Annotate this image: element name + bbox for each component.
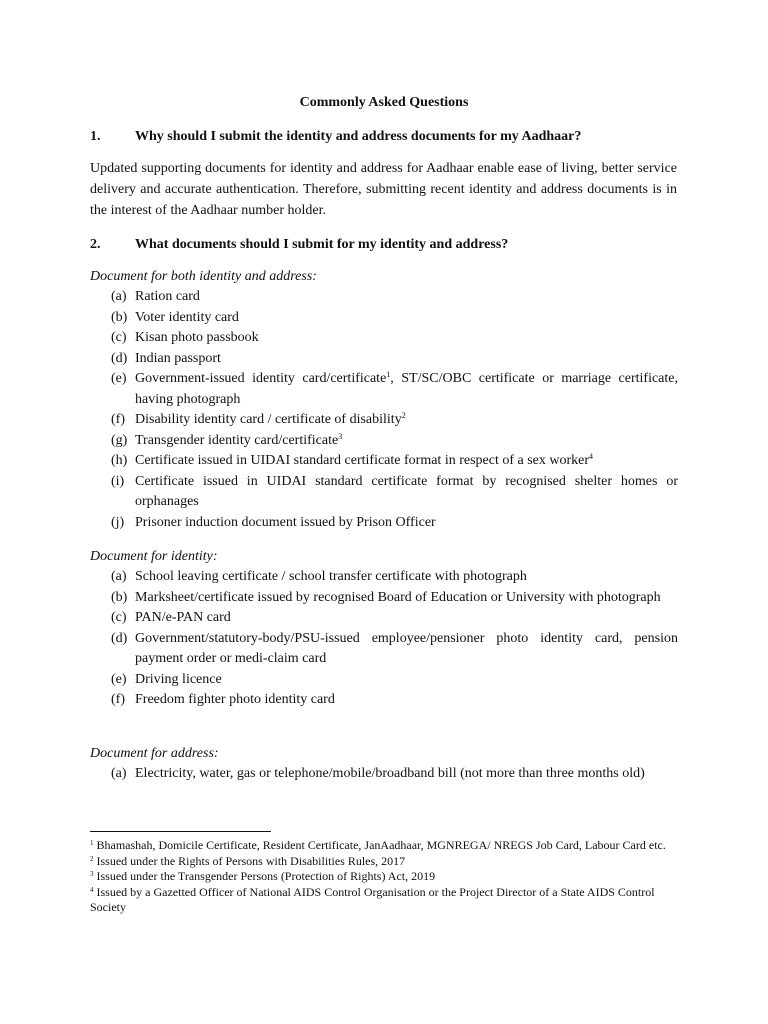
item-text-main: Transgender identity card/certificate	[135, 432, 339, 448]
footnote-text: Issued under the Rights of Persons with Disabilities Rules, 2017	[96, 853, 406, 868]
list-identity	[90, 567, 678, 711]
footnote-divider	[90, 831, 271, 832]
footnote-mark: 1	[90, 839, 94, 847]
item-text-main: Disability identity card / certificate of disability	[135, 412, 402, 427]
list-item	[90, 670, 678, 691]
item-label: (c)	[111, 330, 127, 345]
list-item	[90, 369, 678, 410]
footnote	[90, 869, 678, 885]
footnote-text: Issued under the Transgender Persons (Protection of Rights) Act, 2019	[96, 869, 436, 883]
footnote-ref: 2	[401, 411, 406, 420]
list-item	[90, 451, 678, 472]
item-text	[135, 369, 678, 410]
item-label: (j)	[111, 514, 125, 530]
section-heading-identity: Document for identity:	[90, 549, 218, 564]
item-text: Indian passport	[135, 350, 221, 366]
item-label: (d)	[111, 630, 128, 646]
item-label: (c)	[111, 610, 127, 625]
item-text: Prisoner induction document issued by Prison Officer	[135, 514, 436, 530]
item-label: (g)	[111, 432, 128, 448]
item-text: Freedom fighter photo identity card	[135, 692, 335, 707]
section-heading-address: Document for address:	[90, 746, 219, 761]
footnote-ref: 1	[386, 370, 391, 379]
list-item	[90, 472, 678, 513]
list-item	[90, 513, 678, 534]
item-text: Ration card	[135, 289, 200, 304]
list-both	[90, 287, 678, 533]
item-label: (a)	[111, 289, 127, 304]
list-item	[90, 764, 678, 785]
item-text: PAN/e-PAN card	[135, 610, 231, 625]
page-title: Commonly Asked Questions	[299, 95, 469, 110]
item-label: (d)	[111, 350, 128, 366]
list-item	[90, 410, 678, 431]
list-item	[90, 308, 678, 329]
footnote	[90, 885, 678, 916]
item-text: Certificate issued in UIDAI standard certificate format by recognised shelter homes or orphanages	[135, 473, 678, 509]
item-text: Voter identity card	[135, 309, 239, 325]
question-text: Why should I submit the identity and address documents for my Aadhaar?	[135, 129, 582, 144]
list-item	[90, 349, 678, 370]
item-text-end: , ST/SC/OBC certificate or marriage certificate, having photograph	[135, 371, 678, 407]
item-text: Government/statutory-body/PSU-issued employee/pensioner photo identity card, pension payment order or medi-claim card	[135, 630, 678, 666]
list-item	[90, 629, 678, 670]
footnote-ref: 3	[338, 431, 343, 441]
footnote-mark: 3	[90, 870, 94, 878]
item-text: Electricity, water, gas or telephone/mobile/broadband bill (not more than three months old)	[135, 766, 645, 781]
item-text: Marksheet/certificate issued by recognised Board of Education or University with photograph	[135, 589, 661, 605]
footnote-mark: 2	[90, 854, 94, 863]
footnote-text: Bhamashah, Domicile Certificate, Resident Certificate, JanAadhaar, MGNREGA/ NREGS Job Card, Labour Card etc.	[96, 838, 666, 852]
item-label: (b)	[111, 589, 128, 605]
list-item	[90, 328, 678, 349]
question-number: 1.	[90, 129, 101, 144]
item-label: (e)	[111, 371, 127, 386]
list-item	[90, 690, 678, 711]
item-text	[135, 410, 678, 431]
question-number: 2.	[90, 237, 101, 252]
list-item	[90, 287, 678, 308]
item-text: School leaving certificate / school transfer certificate with photograph	[135, 569, 527, 584]
item-text: Driving licence	[135, 671, 222, 687]
item-label: (f)	[111, 692, 125, 707]
section-heading-both: Document for both identity and address:	[90, 269, 317, 284]
footnote	[90, 838, 678, 854]
footnote-text: Issued by a Gazetted Officer of National AIDS Control Organisation or the Project Director of a State AIDS Control Society	[90, 884, 655, 914]
item-label: (a)	[111, 766, 127, 781]
list-item	[90, 588, 678, 609]
list-address	[90, 764, 678, 785]
item-text: Kisan photo passbook	[135, 330, 259, 345]
item-text-start: Government-issued identity card/certificate	[135, 371, 387, 386]
footnote-mark: 4	[90, 885, 94, 894]
item-text	[135, 451, 678, 472]
list-item	[90, 567, 678, 588]
item-label: (h)	[111, 453, 128, 468]
list-item	[90, 608, 678, 629]
footnote-ref: 4	[589, 452, 594, 461]
question-text: What documents should I submit for my identity and address?	[135, 237, 509, 252]
answer-1: Updated supporting documents for identity and address for Aadhaar enable ease of living, better service delivery and accurate authentication. Therefore, submitting recent identity and address documents is in the interest of the Aadhaar number holder.	[90, 161, 677, 218]
item-label: (b)	[111, 309, 128, 325]
footnote	[90, 854, 678, 870]
footnotes	[90, 838, 678, 916]
item-label: (i)	[111, 473, 125, 489]
item-label: (e)	[111, 671, 127, 687]
list-item	[90, 431, 678, 452]
item-label: (a)	[111, 569, 127, 584]
item-label: (f)	[111, 412, 125, 427]
item-text-main: Certificate issued in UIDAI standard certificate format in respect of a sex worker	[135, 453, 590, 468]
item-text	[135, 431, 678, 452]
